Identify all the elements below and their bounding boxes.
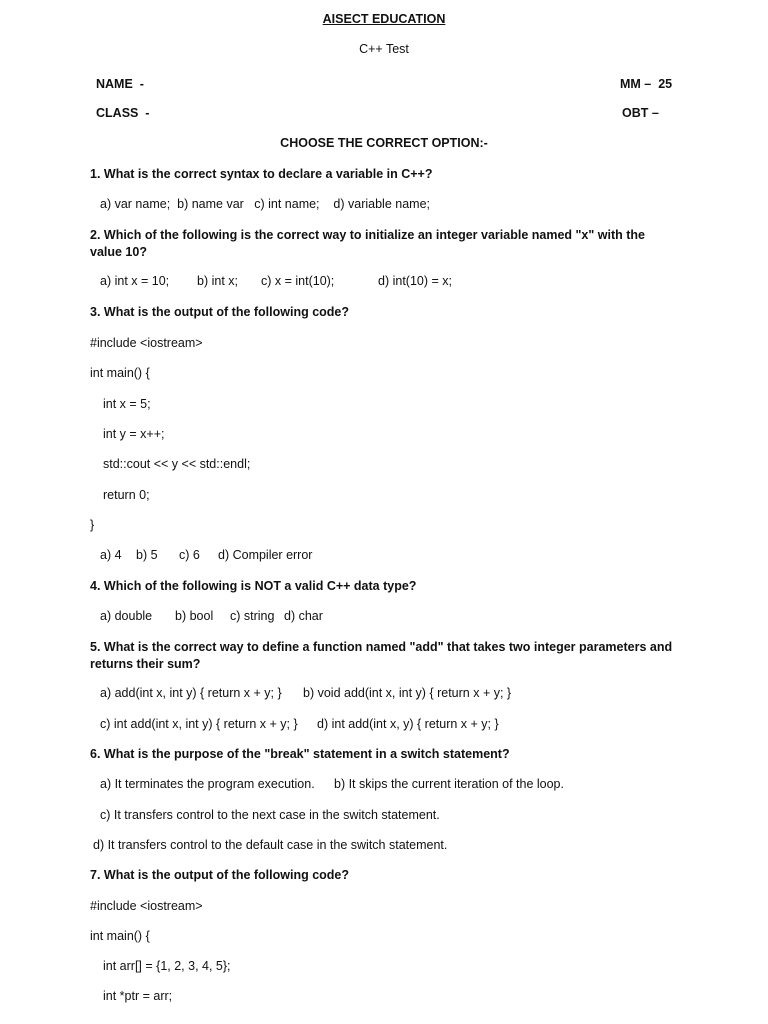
question-2-option-a: a) int x = 10;: [100, 274, 170, 288]
code-line: int main() {: [90, 929, 150, 943]
test-title: C++ Test: [359, 42, 409, 56]
org-title: AISECT EDUCATION: [322, 12, 446, 26]
code-line: std::cout << y << std::endl;: [103, 457, 251, 471]
code-line: return 0;: [103, 488, 150, 502]
question-5-option-a: a) add(int x, int y) { return x + y; }: [100, 686, 282, 700]
code-line: int x = 5;: [103, 397, 151, 411]
question-3-option-a: a) 4: [100, 548, 122, 562]
question-4-option-c: c) string: [230, 609, 275, 623]
question-1-options: a) var name; b) name var c) int name; d) variable name;: [100, 197, 430, 211]
question-4: 4. Which of the following is NOT a valid C++ data type?: [90, 579, 417, 593]
obtained-marks-label: OBT –: [622, 106, 659, 120]
max-marks-label: MM – 25: [620, 77, 673, 91]
question-2-option-b: b) int x;: [197, 274, 238, 288]
question-1: 1. What is the correct syntax to declare a variable in C++?: [90, 167, 433, 181]
question-4-option-b: b) bool: [175, 609, 214, 623]
question-7: 7. What is the output of the following code?: [90, 868, 350, 882]
question-6-option-b: b) It skips the current iteration of the loop.: [334, 777, 564, 791]
question-6: 6. What is the purpose of the "break" statement in a switch statement?: [90, 747, 510, 761]
question-4-option-a: a) double: [100, 609, 153, 623]
question-5-option-b: b) void add(int x, int y) { return x + y; }: [303, 686, 512, 700]
question-3: 3. What is the output of the following code?: [90, 305, 350, 319]
code-line: int arr[] = {1, 2, 3, 4, 5};: [103, 959, 231, 973]
question-2: 2. Which of the following is the correct way to initialize an integer variable named "x" with the value 10?: [90, 228, 646, 259]
question-2-option-d: d) int(10) = x;: [378, 274, 452, 288]
question-6-option-a: a) It terminates the program execution.: [100, 777, 315, 791]
name-label: NAME -: [96, 77, 144, 91]
instruction: CHOOSE THE CORRECT OPTION:-: [280, 136, 488, 150]
question-6-option-d: d) It transfers control to the default case in the switch statement.: [93, 838, 448, 852]
question-6-option-c: c) It transfers control to the next case in the switch statement.: [100, 808, 440, 822]
code-line: int y = x++;: [103, 427, 165, 441]
question-4-option-d: d) char: [284, 609, 323, 623]
question-3-option-c: c) 6: [179, 548, 200, 562]
code-line: #include <iostream>: [90, 336, 203, 350]
code-line: int main() {: [90, 366, 150, 380]
code-line: #include <iostream>: [90, 899, 203, 913]
question-5: 5. What is the correct way to define a function named "add" that takes two integer parameters and returns their sum?: [90, 640, 673, 671]
question-2-option-c: c) x = int(10);: [261, 274, 335, 288]
code-line: int *ptr = arr;: [103, 989, 173, 1003]
question-5-option-c: c) int add(int x, int y) { return x + y; }: [100, 717, 298, 731]
class-label: CLASS -: [96, 106, 150, 120]
question-3-option-b: b) 5: [136, 548, 158, 562]
code-line: }: [90, 518, 95, 532]
question-5-option-d: d) int add(int x, y) { return x + y; }: [317, 717, 499, 731]
question-3-option-d: d) Compiler error: [218, 548, 313, 562]
